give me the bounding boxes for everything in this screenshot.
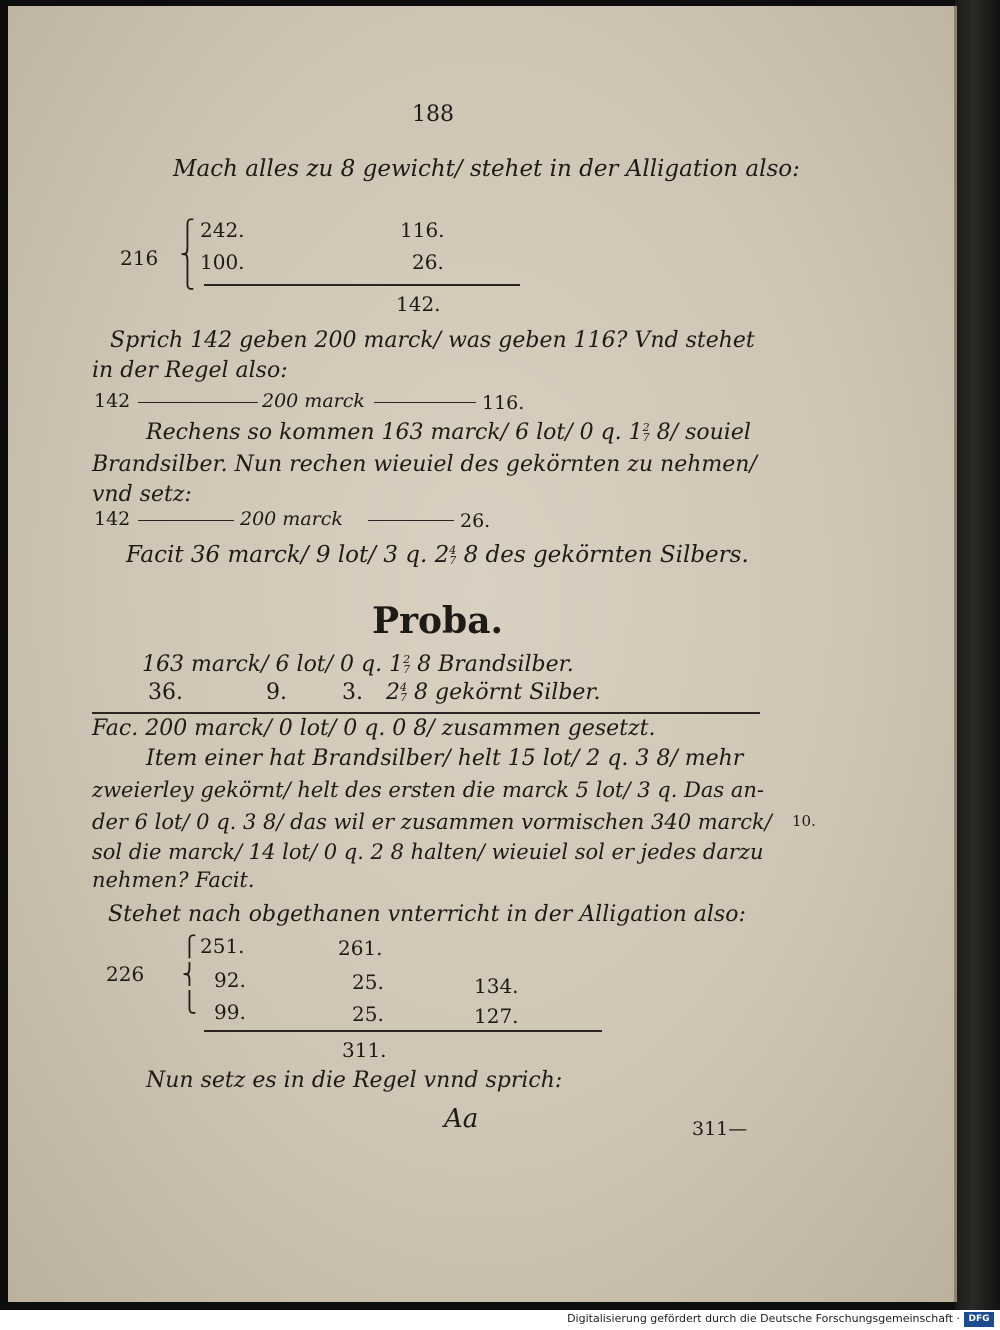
proba-title: Proba. xyxy=(372,600,504,642)
alligation-left-value: 226 xyxy=(106,962,145,986)
footer-credit: Digitalisierung gefördert durch die Deutsche Forschungsgemeinschaft · xyxy=(567,1312,960,1325)
proba-sum: Fac. 200 marck/ 0 lot/ 0 q. 0 8/ zusammen gesetzt. xyxy=(92,716,656,741)
fraction: 2 7 xyxy=(642,421,650,444)
proba-cell: 9. xyxy=(266,680,287,705)
alligation-row-c: 134. xyxy=(474,974,519,998)
alligation-row-b: 26. xyxy=(412,250,444,274)
alligation-sum: 311. xyxy=(342,1038,387,1062)
footer-bar xyxy=(0,1310,1000,1330)
rule-dash xyxy=(374,402,476,403)
rule-dash xyxy=(138,402,258,403)
text-line: vnd setz: xyxy=(92,482,192,507)
text-line: Nun setz es in die Regel vnnd sprich: xyxy=(146,1068,563,1093)
facit-line: Facit 36 marck/ 9 lot/ 3 q. 2 4 7 8 des gekörnten Silbers. xyxy=(126,542,749,568)
proba-rule xyxy=(92,712,760,714)
rule-term: 142 xyxy=(94,390,131,412)
text-line: Rechens so kommen 163 marck/ 6 lot/ 0 q. 1 2 7 8/ souiel xyxy=(146,420,751,445)
alligation-brace: ⎧ ⎨ ⎩ xyxy=(182,934,197,1014)
text-line: Brandsilber. Nun rechen wieuiel des gekörnten zu nehmen/ xyxy=(92,452,757,477)
alligation-row-a: 251. xyxy=(200,934,245,958)
text-line: in der Regel also: xyxy=(92,358,288,383)
text-line: sol die marck/ 14 lot/ 0 q. 2 8 halten/ wieuiel sol er jedes darzu xyxy=(92,840,764,864)
heading-line: Stehet nach obgethanen vnterricht in der Alligation also: xyxy=(108,902,746,927)
text-line: Sprich 142 geben 200 marck/ was geben 116? Vnd stehet xyxy=(110,328,755,353)
alligation-row-b: 116. xyxy=(400,218,445,242)
alligation-rule xyxy=(204,284,520,286)
proba-row: 163 marck/ 6 lot/ 0 q. 1 2 7 8 Brandsilber. xyxy=(142,652,574,677)
signature-mark: Aa xyxy=(444,1104,479,1134)
text-line: Item einer hat Brandsilber/ helt 15 lot/ 2 q. 3 8/ mehr xyxy=(146,746,744,771)
alligation-row-b: 261. xyxy=(338,936,383,960)
fraction: 4 7 xyxy=(400,681,407,704)
alligation-row-a: 92. xyxy=(214,968,246,992)
fraction: 2 7 xyxy=(403,653,411,676)
fraction: 4 7 xyxy=(449,544,457,567)
alligation-left-value: 216 xyxy=(120,246,159,270)
alligation-row-c: 127. xyxy=(474,1004,519,1028)
alligation-row-b: 25. xyxy=(352,1002,384,1026)
alligation-row-b: 25. xyxy=(352,970,384,994)
rule-dash xyxy=(138,520,234,521)
rule-term: 142 xyxy=(94,508,131,530)
rule-term: 200 marck xyxy=(262,390,365,412)
alligation-brace: ⎧ ⎨ ⎩ xyxy=(180,218,195,290)
rule-term: 200 marck xyxy=(240,508,343,530)
catchword: 311— xyxy=(692,1118,748,1140)
heading-line: Mach alles zu 8 gewicht/ stehet in der Alligation also: xyxy=(173,156,800,182)
book-edge xyxy=(955,0,1000,1310)
dfg-logo: DFG xyxy=(964,1312,994,1327)
alligation-row-a: 100. xyxy=(200,250,245,274)
text-line: zweierley gekörnt/ helt des ersten die marck 5 lot/ 3 q. Das an- xyxy=(92,778,764,802)
page-number: 188 xyxy=(412,102,454,127)
alligation-row-a: 99. xyxy=(214,1000,246,1024)
rule-term: 26. xyxy=(460,510,491,532)
alligation-row-a: 242. xyxy=(200,218,245,242)
alligation-rule xyxy=(204,1030,602,1032)
alligation-sum: 142. xyxy=(396,292,441,316)
text-line: nehmen? Facit. xyxy=(92,868,255,892)
margin-number: 10. xyxy=(792,812,816,830)
proba-cell: 36. xyxy=(148,680,183,705)
book-page xyxy=(8,6,957,1302)
rule-term: 116. xyxy=(482,392,525,414)
proba-cell: 2 4 7 8 gekörnt Silber. xyxy=(386,680,601,705)
proba-cell: 3. xyxy=(342,680,363,705)
text-line: der 6 lot/ 0 q. 3 8/ das wil er zusammen vormischen 340 marck/ xyxy=(92,810,772,834)
rule-dash xyxy=(368,520,454,521)
